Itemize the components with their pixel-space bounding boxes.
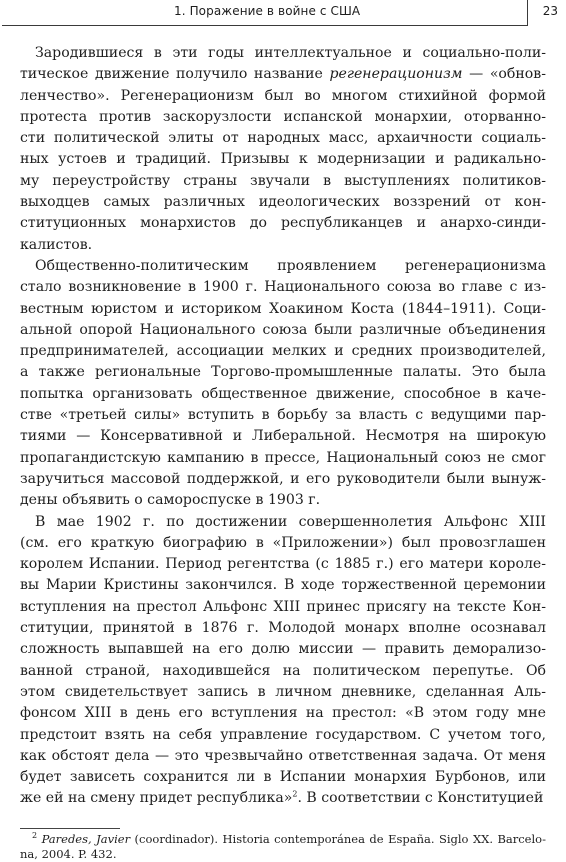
text-line — [20, 788, 546, 809]
text-line: Общественно-политическим проявлением регенерационизма — [35, 257, 546, 274]
text-line: дены объявить о самороспуске в 1903 г. — [20, 492, 321, 509]
text-line: фонсом XIII в день его вступления на престол: «В этом году мне — [20, 705, 546, 722]
text-line: Зародившиеся в эти годы интеллектуальное и социально-поли- — [35, 45, 546, 61]
text-line: королем Испании. Период регентства (с 1885 г.) его матери короле- — [20, 556, 546, 573]
body-text — [20, 43, 546, 810]
text-line: предстоит взять на себя управление государством. С учетом того, — [20, 726, 546, 743]
text-line: сти политической элиты от народных масс, архаичности социаль- — [20, 130, 546, 147]
text-fragment: . В соответствии с Конституцией — [297, 790, 544, 807]
text-line: ституционных монархистов до республиканцев и анархо-синди- — [20, 215, 546, 232]
footnote-line — [20, 832, 546, 847]
text-line: калистов. — [20, 236, 93, 253]
text-line: как обстоят дела — это чрезвычайно ответственная задача. От меня — [20, 747, 546, 764]
header-rule — [2, 25, 528, 27]
text-line: выходцев самых различных идеологических воззрений от кон- — [20, 194, 546, 211]
text-line: тиями — Консервативной и Либеральной. Несмотря на широкую — [20, 428, 546, 445]
text-line: этом свидетельствует запись в личном дневнике, сделанная Аль- — [20, 683, 546, 700]
text-line: (см. его краткую биографию в «Приложении») был провозглашен — [20, 534, 546, 551]
running-title: 1. Поражение в войне с США — [174, 4, 361, 18]
text-line: В мае 1902 г. по достижении совершеннолетия Альфонс XIII — [35, 513, 546, 530]
text-line: попытка организовать общественное движение, способное в каче- — [20, 385, 546, 402]
page-header — [2, 0, 562, 26]
paragraph — [20, 43, 546, 256]
emphasis-term: регенерационизм — [329, 66, 463, 83]
text-fragment: же ей на смену придет республика» — [20, 790, 293, 807]
text-line: будет зависеть сохранится ли в Испании монархия Бурбонов, или — [20, 769, 546, 786]
footnote-rule — [20, 828, 120, 829]
text-line: сложность выпавшей на его долю миссии — править деморализо- — [20, 641, 546, 658]
footnote-number: 2 — [32, 831, 38, 841]
header-divider — [527, 0, 529, 26]
text-line: вступления на престол Альфонс XIII принес присягу на тексте Кон- — [20, 598, 546, 615]
text-line: ленчество». Регенерационизм был во многом стихийной формой — [20, 87, 546, 104]
text-line: ных устоев и традиций. Призывы к модернизации и радикально- — [20, 151, 546, 168]
text-line: стве «третьей силы» вступить в борьбу за власть с ведущими пар- — [20, 407, 546, 424]
text-fragment: тическое движение получило название — [20, 66, 330, 83]
text-line: заручиться массовой поддержкой, и его руководители были вынуж- — [20, 470, 546, 487]
text-line: му переустройству страны звучали в выступлениях политиков- — [20, 172, 546, 189]
page-number: 23 — [542, 4, 558, 18]
footnote — [20, 832, 546, 862]
text-line: предпринимателей, ассоциации мелких и средних производителей, — [20, 343, 546, 360]
paragraph — [20, 256, 546, 512]
footnote-ref[interactable]: 2 — [292, 789, 298, 799]
text-line: альной опорой Национального союза были различные объединения — [20, 321, 546, 338]
text-line: ституции, принятой в 1876 г. Молодой монарх вполне осознавал — [20, 620, 546, 637]
text-line: пропагандистскую кампанию в прессе, Национальный союз не смог — [20, 449, 546, 466]
text-fragment: — «обнов- — [462, 66, 546, 83]
paragraph — [20, 512, 546, 810]
footnote-text: (coordinador). Historia contemporánea de España. Siglo XX. Barcelo- — [130, 832, 546, 846]
text-line: вы Марии Кристины закончился. В ходе торжественной церемонии — [20, 577, 546, 594]
text-line: а также региональные Торгово-промышленные палаты. Это была — [20, 364, 546, 381]
text-line — [20, 64, 546, 85]
text-line: стало возникновение в 1900 г. Национального союза во главе с из- — [20, 279, 546, 296]
footnote-author: Paredes, Javier — [41, 832, 131, 846]
text-line: вестным юристом и историком Хоакином Коста (1844–1911). Соци- — [20, 300, 546, 317]
text-line: протеста против заскорузлости испанской монархии, оторванно- — [20, 108, 546, 125]
footnote-line: na, 2004. P. 432. — [20, 847, 117, 861]
text-line: ванной страной, находившейся на политическом перепутье. Об — [20, 662, 546, 679]
